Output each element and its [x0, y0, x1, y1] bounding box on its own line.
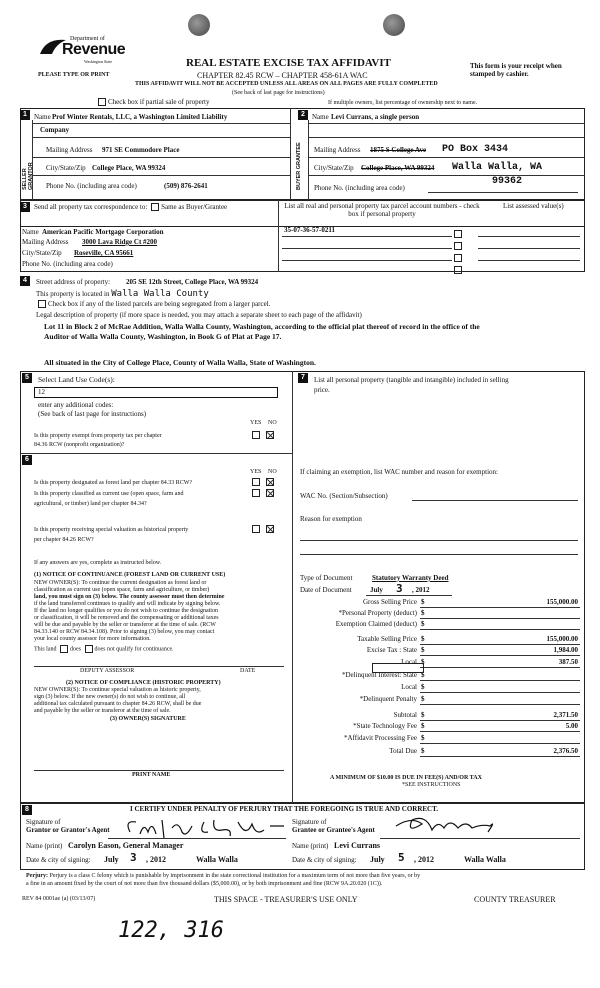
grantee-name: Levi Currans — [334, 841, 380, 850]
total-label: Gross Selling Price — [362, 598, 417, 606]
doc-year: , 2012 — [412, 586, 430, 594]
section-3-badge: 3 — [20, 202, 30, 212]
notice-1-h: 84.33.140 or RCW 84.34.108). Prior to signing (3) below, you may contact — [34, 629, 215, 635]
form-instructions: (See back of last page for instructions) — [232, 90, 325, 96]
total-value: 155,000.00 — [546, 635, 578, 643]
land-use-code-input[interactable] — [34, 387, 278, 398]
legal-description-2: Auditor of Walla Walla County, Washington, in Book G of Plat at Page 17. — [44, 332, 282, 341]
tax-name-label: Name — [22, 228, 39, 236]
total-value: 155,000.00 — [546, 598, 578, 606]
total-value: 5.00 — [565, 722, 578, 730]
notice-2-d: and payable by the seller or transferor at the time of sale. — [34, 708, 171, 714]
buyer-city-label: City/State/Zip — [314, 164, 354, 172]
additional-codes: enter any additional codes: — [38, 401, 114, 409]
total-label: *Personal Property (deduct) — [338, 609, 417, 617]
parcel-header: List all real and personal property tax parcel account numbers - check box if personal property — [284, 202, 480, 218]
section-7-badge: 7 — [298, 373, 308, 383]
buyer-address: PO Box 3434 — [442, 144, 509, 155]
s5-yes: YES — [250, 420, 262, 426]
seller-vertical-label: SELLER GRANTOR — [22, 162, 34, 190]
grantor-city: Walla Walla — [196, 855, 238, 864]
seller-phone: (509) 876-2641 — [164, 182, 208, 190]
street-address: 205 SE 12th Street, College Place, WA 99324 — [126, 278, 259, 286]
notice-2-c: additional tax calculated pursuant to chapter 84.26 RCW, shall be due — [34, 701, 202, 707]
grantor-day: 3 — [130, 851, 137, 864]
logo-state: Washington State — [84, 59, 113, 64]
grantor-month: July — [104, 855, 119, 864]
grantee-sig-label2: Grantee or Grantee's Agent — [292, 826, 375, 834]
notice-1-title: (1) NOTICE OF CONTINUANCE (FOREST LAND OR CURRENT USE) — [34, 572, 226, 578]
total-value: 1,984.00 — [553, 646, 578, 654]
s6-any: If any answers are yes, complete as instructed below. — [34, 560, 162, 566]
land-does-not-checkbox[interactable] — [85, 645, 93, 653]
total-currency: $ — [421, 747, 425, 755]
tax-address: 3000 Lava Ridge Ct #200 — [82, 238, 158, 246]
grantee-month: July — [370, 855, 385, 864]
doc-type-label: Type of Document — [300, 574, 353, 582]
grantee-name-label: Name (print) — [292, 842, 329, 850]
grantor-name: Carolyn Eason, General Manager — [68, 841, 184, 850]
treasurer-space: THIS SPACE - TREASURER'S USE ONLY — [214, 895, 358, 904]
notice-1-e: If the land no longer qualifies or you do not wish to continue the designation — [34, 608, 218, 614]
total-label: *Delinquent Penalty — [359, 695, 417, 703]
notice-1-f: or classification, it will be removed and the compensating or additional taxes — [34, 615, 219, 621]
land-does-checkbox[interactable] — [60, 645, 68, 653]
notice-2-title: (2) NOTICE OF COMPLIANCE (HISTORIC PROPERTY) — [66, 680, 221, 686]
rev-code: REV 84 0001ae (a) (03/13/07) — [22, 896, 96, 902]
parcel-3-checkbox[interactable] — [454, 254, 462, 262]
section-1-badge: 1 — [20, 110, 30, 120]
segregated-line: Check box if any of the listed parcels are being segregated from a larger parcel. — [36, 300, 270, 308]
tax-city-label: City/State/Zip — [22, 249, 62, 257]
multiple-owners: If multiple owners, list percentage of ownership next to name. — [328, 100, 478, 106]
grantee-date-label: Date & city of signing: — [292, 856, 357, 864]
tax-addr-label: Mailing Address — [22, 238, 69, 246]
s6-q1: Is this property designated as forest land per chapter 84.33 RCW? — [34, 480, 193, 486]
minimum-due: A MINIMUM OF $10.00 IS DUE IN FEE(S) AND/OR TAX — [330, 775, 482, 781]
doc-date-label: Date of Document — [300, 586, 352, 594]
grantor-name-label: Name (print) — [26, 842, 63, 850]
notice-1-g: will be due and payable by the seller or transferor at the time of sale. (RCW — [34, 622, 216, 628]
notice-1-b: classification as current use (open space, farm and agriculture, or timber) — [34, 587, 210, 593]
this-land-line: This land does does not qualify for continuance. — [34, 646, 174, 653]
tax-city: Roseville, CA 95661 — [74, 249, 134, 257]
tax-correspondence: Send all property tax correspondence to: Same as Buyer/Grantee — [34, 203, 228, 211]
parcel-1-checkbox[interactable] — [454, 230, 462, 238]
s5-no: NO — [268, 420, 277, 426]
total-currency: $ — [421, 646, 425, 654]
seller-address: 971 SE Commodore Place — [102, 146, 180, 154]
parcel-checkboxes — [452, 228, 464, 276]
dor-logo — [38, 36, 128, 70]
punch-hole-left — [188, 14, 210, 36]
legal-label: Legal description of property (if more space is needed, you may attach a separate sheet to each page of the affidavit) — [36, 311, 362, 319]
county-line: This property is located in Walla Walla County — [36, 289, 209, 299]
grantee-city: Walla Walla — [464, 855, 506, 864]
buyer-vertical-label: BUYER GRANTEE — [296, 142, 302, 190]
segregated-checkbox[interactable] — [38, 300, 46, 308]
s6-q1-yes-checkbox[interactable] — [252, 478, 260, 486]
total-label: Subtotal — [393, 711, 417, 719]
punch-hole-right — [383, 14, 405, 36]
total-value: 2,376.50 — [553, 747, 578, 755]
buyer-city-struck: College Place, WA 99324 — [361, 164, 435, 172]
total-currency: $ — [421, 609, 425, 617]
reason-label: Reason for exemption — [300, 515, 362, 523]
total-currency: $ — [421, 658, 425, 666]
print-name-label: PRINT NAME — [132, 772, 171, 778]
notice-3-title: (3) OWNER(S) SIGNATURE — [110, 716, 186, 722]
tax-name: American Pacific Mortgage Corporation — [42, 228, 164, 236]
section-5-badge: 5 — [22, 373, 32, 383]
total-currency: $ — [421, 722, 425, 730]
seller-addr-label: Mailing Address — [46, 146, 93, 154]
section-4-badge: 4 — [20, 276, 30, 286]
total-currency: $ — [421, 734, 425, 742]
total-label: *Delinquent Interest: State — [341, 671, 417, 679]
s6-q2-no-checkbox[interactable] — [266, 489, 274, 497]
receipt-note: This form is your receipt when stamped by cashier. — [470, 62, 562, 78]
county-value: Walla Walla County — [111, 289, 209, 299]
partial-sale-checkbox[interactable] — [98, 98, 106, 106]
buyer-zip: 99362 — [492, 176, 523, 187]
s5-q1b: 84.36 RCW (nonprofit organization)? — [34, 442, 125, 448]
total-label: *Affidavit Processing Fee — [344, 734, 417, 742]
seller-name-label: Name — [34, 113, 51, 121]
local-code-box[interactable] — [372, 663, 424, 673]
county-treasurer: COUNTY TREASURER — [474, 895, 556, 904]
legal-description-1: Lot 11 in Block 2 of McRae Addition, Walla Walla County, Washington, according to the official plat thereof of record in the office of the — [44, 322, 480, 331]
certify-text: I CERTIFY UNDER PENALTY OF PERJURY THAT THE FOREGOING IS TRUE AND CORRECT. — [130, 805, 439, 813]
form-chapter: CHAPTER 82.45 RCW – CHAPTER 458-61A WAC — [197, 71, 368, 80]
total-label: Excise Tax : State — [366, 646, 417, 654]
s6-q2-yes-checkbox[interactable] — [252, 489, 260, 497]
buyer-city: Walla Walla, WA — [452, 162, 543, 173]
buyer-name: Levi Currans, a single person — [331, 113, 420, 121]
s6-q2b: agricultural, or timber) land per chapter 84.34? — [34, 501, 147, 507]
deputy-assessor: DEPUTY ASSESSOR — [80, 668, 135, 674]
notice-1-i: your local county assessor for more information. — [34, 636, 151, 642]
total-currency: $ — [421, 620, 425, 628]
assessor-date: DATE — [240, 668, 256, 674]
s6-q1-no-checkbox[interactable] — [266, 478, 274, 486]
total-label: *State Technology Fee — [353, 722, 417, 730]
notice-2-a: NEW OWNER(S): To continue special valuation as historic property, — [34, 687, 201, 693]
section-6-badge: 6 — [22, 455, 32, 465]
seller-name: Prof Winter Rentals, LLC, a Washington Limited Liability — [52, 113, 228, 121]
s6-yes: YES — [250, 469, 262, 475]
s6-no: NO — [268, 469, 277, 475]
buyer-address-struck: 1875 S College Ave — [370, 146, 427, 154]
doc-type: Statutory Warranty Deed — [372, 574, 449, 582]
total-label: Local — [401, 658, 417, 666]
parcel-number: 35-07-36-57-0211 — [284, 226, 335, 234]
total-currency: $ — [421, 711, 425, 719]
grantor-sig-label2: Grantor or Grantor's Agent — [26, 826, 110, 834]
total-label: Local — [401, 683, 417, 691]
parcel-4-checkbox[interactable] — [454, 266, 462, 274]
see-instructions: *SEE INSTRUCTIONS — [402, 782, 461, 788]
s6-q3-no-checkbox[interactable] — [266, 525, 274, 533]
total-value: 2,371.50 — [553, 711, 578, 719]
total-currency: $ — [421, 598, 425, 606]
grantee-day: 5 — [398, 851, 405, 864]
buyer-name-label: Name — [312, 113, 329, 121]
grantee-signature — [392, 810, 502, 840]
doc-day: 3 — [396, 582, 403, 595]
notice-1-d: if the land transferred continues to qualify and will indicate by signing below. — [34, 601, 221, 607]
total-value: 387.50 — [558, 658, 578, 666]
exemption-label: If claiming an exemption, list WAC number and reason for exemption: — [300, 468, 498, 476]
land-use-code: 12 — [38, 388, 45, 396]
s6-q3: Is this property receiving special valuation as historical property — [34, 527, 189, 533]
total-currency: $ — [421, 683, 425, 691]
please-type: PLEASE TYPE OR PRINT — [38, 72, 110, 78]
tax-phone-label: Phone No. (including area code) — [22, 260, 113, 268]
s6-q3-yes-checkbox[interactable] — [252, 525, 260, 533]
logo-agency: Revenue — [62, 41, 126, 58]
total-currency: $ — [421, 695, 425, 703]
same-as-buyer-checkbox[interactable] — [151, 203, 159, 211]
s7-label2: price. — [314, 386, 330, 394]
land-use-label: Select Land Use Code(s): — [38, 375, 115, 384]
legal-description-3: All situated in the City of College Place, County of Walla Walla, State of Washington. — [44, 358, 316, 367]
s6-q2: Is this property classified as current use (open space, farm and — [34, 491, 184, 497]
doc-month: July — [370, 586, 383, 594]
s6-q3b: per chapter 84.26 RCW? — [34, 537, 94, 543]
logo-dept: Department of — [70, 36, 105, 42]
handwritten-number: 122, 316 — [118, 918, 224, 943]
s5-q1-no-checkbox[interactable] — [266, 431, 274, 439]
grantor-sig-label1: Signature of — [26, 818, 61, 826]
notice-2-b: sign (3) below. If the new owner(s) do not wish to continue, all — [34, 694, 186, 700]
seller-city-label: City/State/Zip — [46, 164, 86, 172]
total-currency: $ — [421, 671, 425, 679]
total-label: Exemption Claimed (deduct) — [335, 620, 417, 628]
form-title: REAL ESTATE EXCISE TAX AFFIDAVIT — [186, 57, 391, 69]
parcel-2-checkbox[interactable] — [454, 242, 462, 250]
partial-sale: Check box if partial sale of property — [96, 98, 209, 106]
buyer-addr-label: Mailing Address — [314, 146, 361, 154]
grantor-year: , 2012 — [146, 855, 166, 864]
see-back-5: (See back of last page for instructions) — [38, 410, 147, 418]
grantee-year: , 2012 — [414, 855, 434, 864]
seller-city: College Place, WA 99324 — [92, 164, 166, 172]
notice-1-a: NEW OWNER(S): To continue the current designation as forest land or — [34, 580, 207, 586]
s5-q1: Is this property exempt from property tax per chapter — [34, 433, 162, 439]
grantor-date-label: Date & city of signing: — [26, 856, 91, 864]
s5-q1-yes-checkbox[interactable] — [252, 431, 260, 439]
total-label: Total Due — [389, 747, 417, 755]
s7-label: List all personal property (tangible and intangible) included in selling — [314, 376, 509, 384]
notice-1-c: land, you must sign on (3) below. The county assessor must then determine — [34, 594, 225, 600]
seller-phone-label: Phone No. (including area code) — [46, 182, 137, 190]
street-label: Street address of property: — [36, 278, 111, 286]
grantee-sig-label1: Signature of — [292, 818, 327, 826]
perjury-text-2: a fine in an amount fixed by the court of not more than five thousand dollars ($5,000.00), or by both imprisonment and fine (RCW 9A.20.020 (1C)). — [26, 881, 383, 887]
seller-name-line2: Company — [40, 126, 70, 134]
section-2-badge: 2 — [298, 110, 308, 120]
total-currency: $ — [421, 635, 425, 643]
perjury-text: Perjury: Perjury is a class C felony which is punishable by imprisonment in the state correctional institution for a maximum term of not more than five years, or by — [26, 873, 421, 879]
total-label: Taxable Selling Price — [357, 635, 417, 643]
section-8-badge: 8 — [22, 805, 32, 815]
form-warning: THIS AFFIDAVIT WILL NOT BE ACCEPTED UNLESS ALL AREAS ON ALL PAGES ARE FULLY COMPLETED — [135, 81, 438, 87]
wac-label: WAC No. (Section/Subsection) — [300, 492, 388, 500]
assessed-header: List assessed value(s) — [503, 202, 564, 210]
buyer-phone-label: Phone No. (including area code) — [314, 184, 405, 192]
